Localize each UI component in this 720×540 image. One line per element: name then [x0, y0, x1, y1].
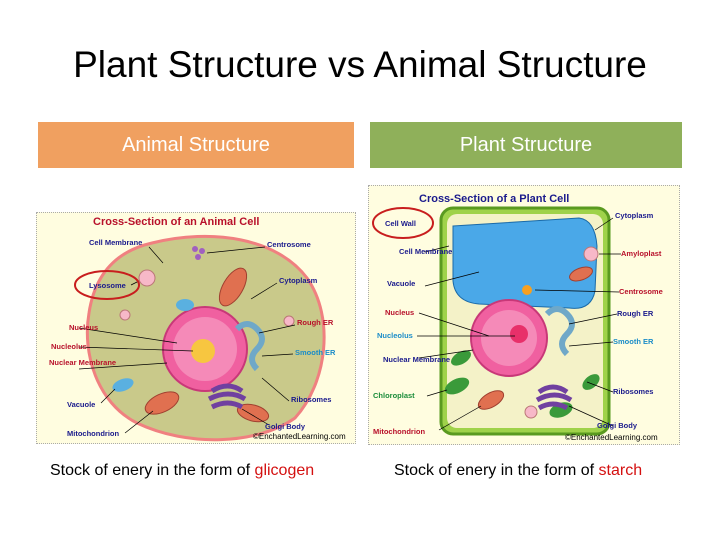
plant-amyloplast [525, 406, 537, 418]
plant-nucleolus [510, 325, 528, 343]
animal-column-header: Animal Structure [38, 122, 354, 168]
animal-lysosome [139, 270, 155, 286]
plant-label-cell-membrane: Cell Membrane [399, 247, 453, 256]
animal-nucleolus [191, 339, 215, 363]
plant-caption-text: Stock of enery in the form of [394, 462, 599, 479]
plant-label-amyloplast: Amyloplast [621, 249, 662, 258]
animal-vacuole [176, 299, 194, 311]
animal-cell-diagram [36, 212, 356, 444]
animal-energy-caption [50, 462, 314, 480]
animal-centrosome [192, 246, 198, 252]
plant-label-rough-er: Rough ER [617, 309, 654, 318]
plant-centrosome [522, 285, 532, 295]
plant-diagram-title: Cross-Section of a Plant Cell [419, 193, 570, 205]
plant-label-smooth-er: Smooth ER [613, 337, 654, 346]
animal-label-cell-membrane: Cell Membrane [89, 238, 143, 247]
animal-lysosome [284, 316, 294, 326]
animal-label-mitochondrion: Mitochondrion [67, 429, 120, 438]
animal-label-cytoplasm: Cytoplasm [279, 276, 318, 285]
animal-label-rough-er: Rough ER [297, 318, 334, 327]
animal-label-nucleolus: Nucleolus [51, 342, 87, 351]
plant-label-vacuole: Vacuole [387, 279, 416, 288]
animal-centrosome [199, 248, 205, 254]
plant-energy-caption [394, 462, 642, 480]
animal-caption-text: Stock of enery in the form of [50, 462, 255, 479]
animal-label-lysosome: Lysosome [89, 281, 126, 290]
plant-nucleus [481, 310, 537, 366]
plant-amyloplast [584, 247, 598, 261]
animal-diagram-title: Cross-Section of an Animal Cell [93, 216, 260, 228]
plant-vacuole [453, 218, 597, 308]
slide-title: Plant Structure vs Animal Structure [73, 44, 647, 85]
animal-label-smooth-er: Smooth ER [295, 348, 336, 357]
animal-label-nuclear-membrane: Nuclear Membrane [49, 358, 117, 367]
plant-caption-highlight: starch [598, 462, 643, 479]
plant-label-golgi-body: Golgi Body [597, 421, 637, 430]
plant-cell-diagram [368, 185, 680, 445]
animal-centrosome [195, 254, 201, 260]
animal-label-centrosome: Centrosome [267, 240, 311, 249]
plant-diagram-credit: ©EnchantedLearning.com [565, 433, 658, 442]
animal-diagram-credit: ©EnchantedLearning.com [253, 432, 346, 441]
plant-label-nuclear-membrane: Nuclear Membrane [383, 355, 451, 364]
plant-column-header: Plant Structure [370, 122, 682, 168]
animal-lysosome [120, 310, 130, 320]
plant-label-ribosomes: Ribosomes [613, 387, 654, 396]
animal-label-nucleus: Nucleus [69, 323, 99, 332]
animal-caption-highlight: glicogen [254, 462, 315, 479]
plant-label-mitochondrion: Mitochondrion [373, 427, 426, 436]
animal-label-golgi-body: Golgi Body [265, 422, 305, 431]
plant-label-chloroplast: Chloroplast [373, 391, 415, 400]
plant-label-nucleolus: Nucleolus [377, 331, 413, 340]
plant-label-cytoplasm: Cytoplasm [615, 211, 654, 220]
plant-label-cell-wall: Cell Wall [385, 219, 416, 228]
animal-label-ribosomes: Ribosomes [291, 395, 332, 404]
plant-label-nucleus: Nucleus [385, 308, 415, 317]
animal-label-vacuole: Vacuole [67, 400, 96, 409]
plant-label-centrosome: Centrosome [619, 287, 663, 296]
